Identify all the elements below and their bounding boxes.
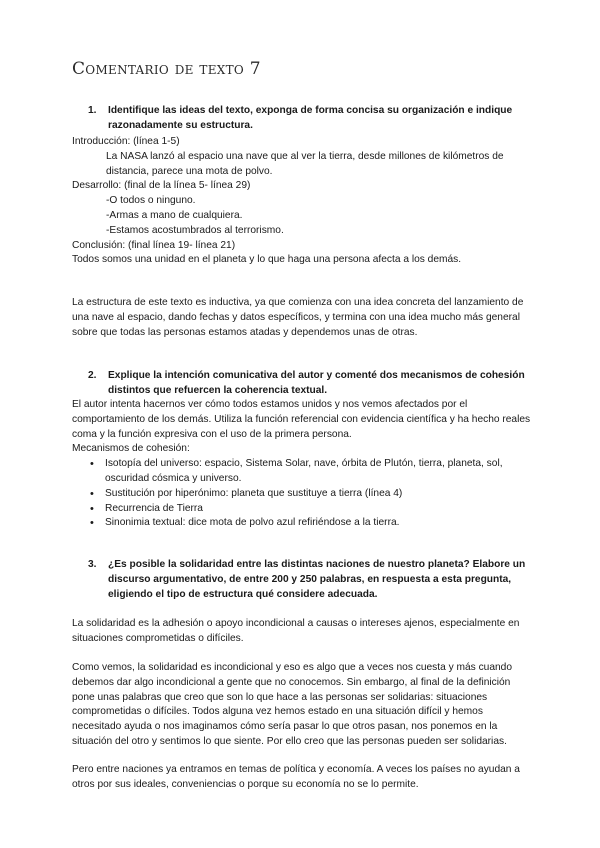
- intro-text: La NASA lanzó al espacio una nave que al ver la tierra, desde millones de kilómetros de distancia, parece una mota de polvo.: [106, 150, 504, 177]
- intent-section: [72, 398, 532, 531]
- essay-paragraph-2: Como vemos, la solidaridad es incondicional y eso es algo que a veces nos cuesta y más cuando debemos dar algo incondicional a gente que no conocemos. Sin embargo, al final de la definición pone unas palabras que creo que son lo que hace a las personas ser solidarias: situaciones comprometidas o difíciles. Todos alguna vez hemos estado en una situación difícil y hemos necesitado ayuda o nos imaginamos cómo sería pasar lo que otros pasan, nos ponemos en la situación del otro y sentimos lo que siente. Por ello creo que las personas pueden ser solidarias.: [72, 662, 513, 747]
- development-label: Desarrollo: (final de la línea 5- línea 29): [72, 180, 251, 192]
- cohesion-label: Mecanismos de cohesión:: [72, 443, 190, 455]
- structure-outline: [72, 135, 532, 268]
- question-1-text: Identifique las ideas del texto, exponga de forma concisa su organización e indique razonadamente su estructura.: [108, 105, 513, 131]
- development-item: -Armas a mano de cualquiera.: [106, 209, 243, 221]
- list-item: • Isotopía del universo: espacio, Sistema Solar, nave, órbita de Plutón, tierra, planeta, sol, oscuridad cósmica y universo.: [90, 457, 532, 487]
- question-3-number: 3.: [88, 559, 97, 570]
- essay-paragraph-3: Pero entre naciones ya entramos en temas de política y economía. A veces los países no ayudan a otros por sus ideales, conveniencias o porque su economía no se lo permite.: [72, 764, 520, 790]
- page-title: Comentario de texto 7: [72, 59, 261, 79]
- development-item: -O todos o ninguno.: [106, 195, 196, 207]
- list-item: • Sinonimia textual: dice mota de polvo azul refiriéndose a la tierra.: [90, 516, 532, 531]
- conclusion-label: Conclusión: (final línea 19- línea 21): [72, 239, 236, 251]
- list-item: • Sustitución por hiperónimo: planeta que sustituye a tierra (línea 4): [90, 487, 532, 502]
- cohesion-list: [72, 457, 532, 531]
- question-1-number: 1.: [88, 105, 97, 116]
- development-item: -Estamos acostumbrados al terrorismo.: [106, 224, 284, 236]
- conclusion-text: Todos somos una unidad en el planeta y lo que haga una persona afecta a los demás.: [72, 254, 462, 266]
- question-3: [88, 558, 528, 602]
- intro-label: Introducción: (línea 1-5): [72, 136, 180, 147]
- question-3-text: ¿Es posible la solidaridad entre las distintas naciones de nuestro planeta? Elabore un discurso argumentativo, de entre 200 y 250 palabras, en respuesta a esta pregunta, eligiendo el tipo de estructura qué considere adecuada.: [108, 559, 526, 600]
- question-2-number: 2.: [88, 370, 97, 381]
- intent-paragraph: El autor intenta hacernos ver cómo todos estamos unidos y nos vemos afectados por el comportamiento de los demás. Utiliza la función referencial con evidencia científica y ha hecho reales coma y la función expresiva con el uso de la primera persona.: [72, 399, 531, 440]
- structure-paragraph: La estructura de este texto es inductiva, ya que comienza con una idea concreta del lanzamiento de una nave al espacio, dando fechas y datos específicos, y termina con una idea mucho más general sobre que todas las personas estamos atadas y dependemos unas de otras.: [72, 297, 524, 338]
- question-2: [88, 369, 528, 399]
- list-item: • Recurrencia de Tierra: [90, 502, 532, 517]
- question-1: [88, 104, 528, 134]
- question-2-text: Explique la intención comunicativa del autor y comenté dos mecanismos de cohesión distintos que refuercen la coherencia textual.: [108, 370, 525, 396]
- essay-paragraph-1: La solidaridad es la adhesión o apoyo incondicional a causas o intereses ajenos, especialmente en situaciones comprometidas o difíciles.: [72, 618, 520, 644]
